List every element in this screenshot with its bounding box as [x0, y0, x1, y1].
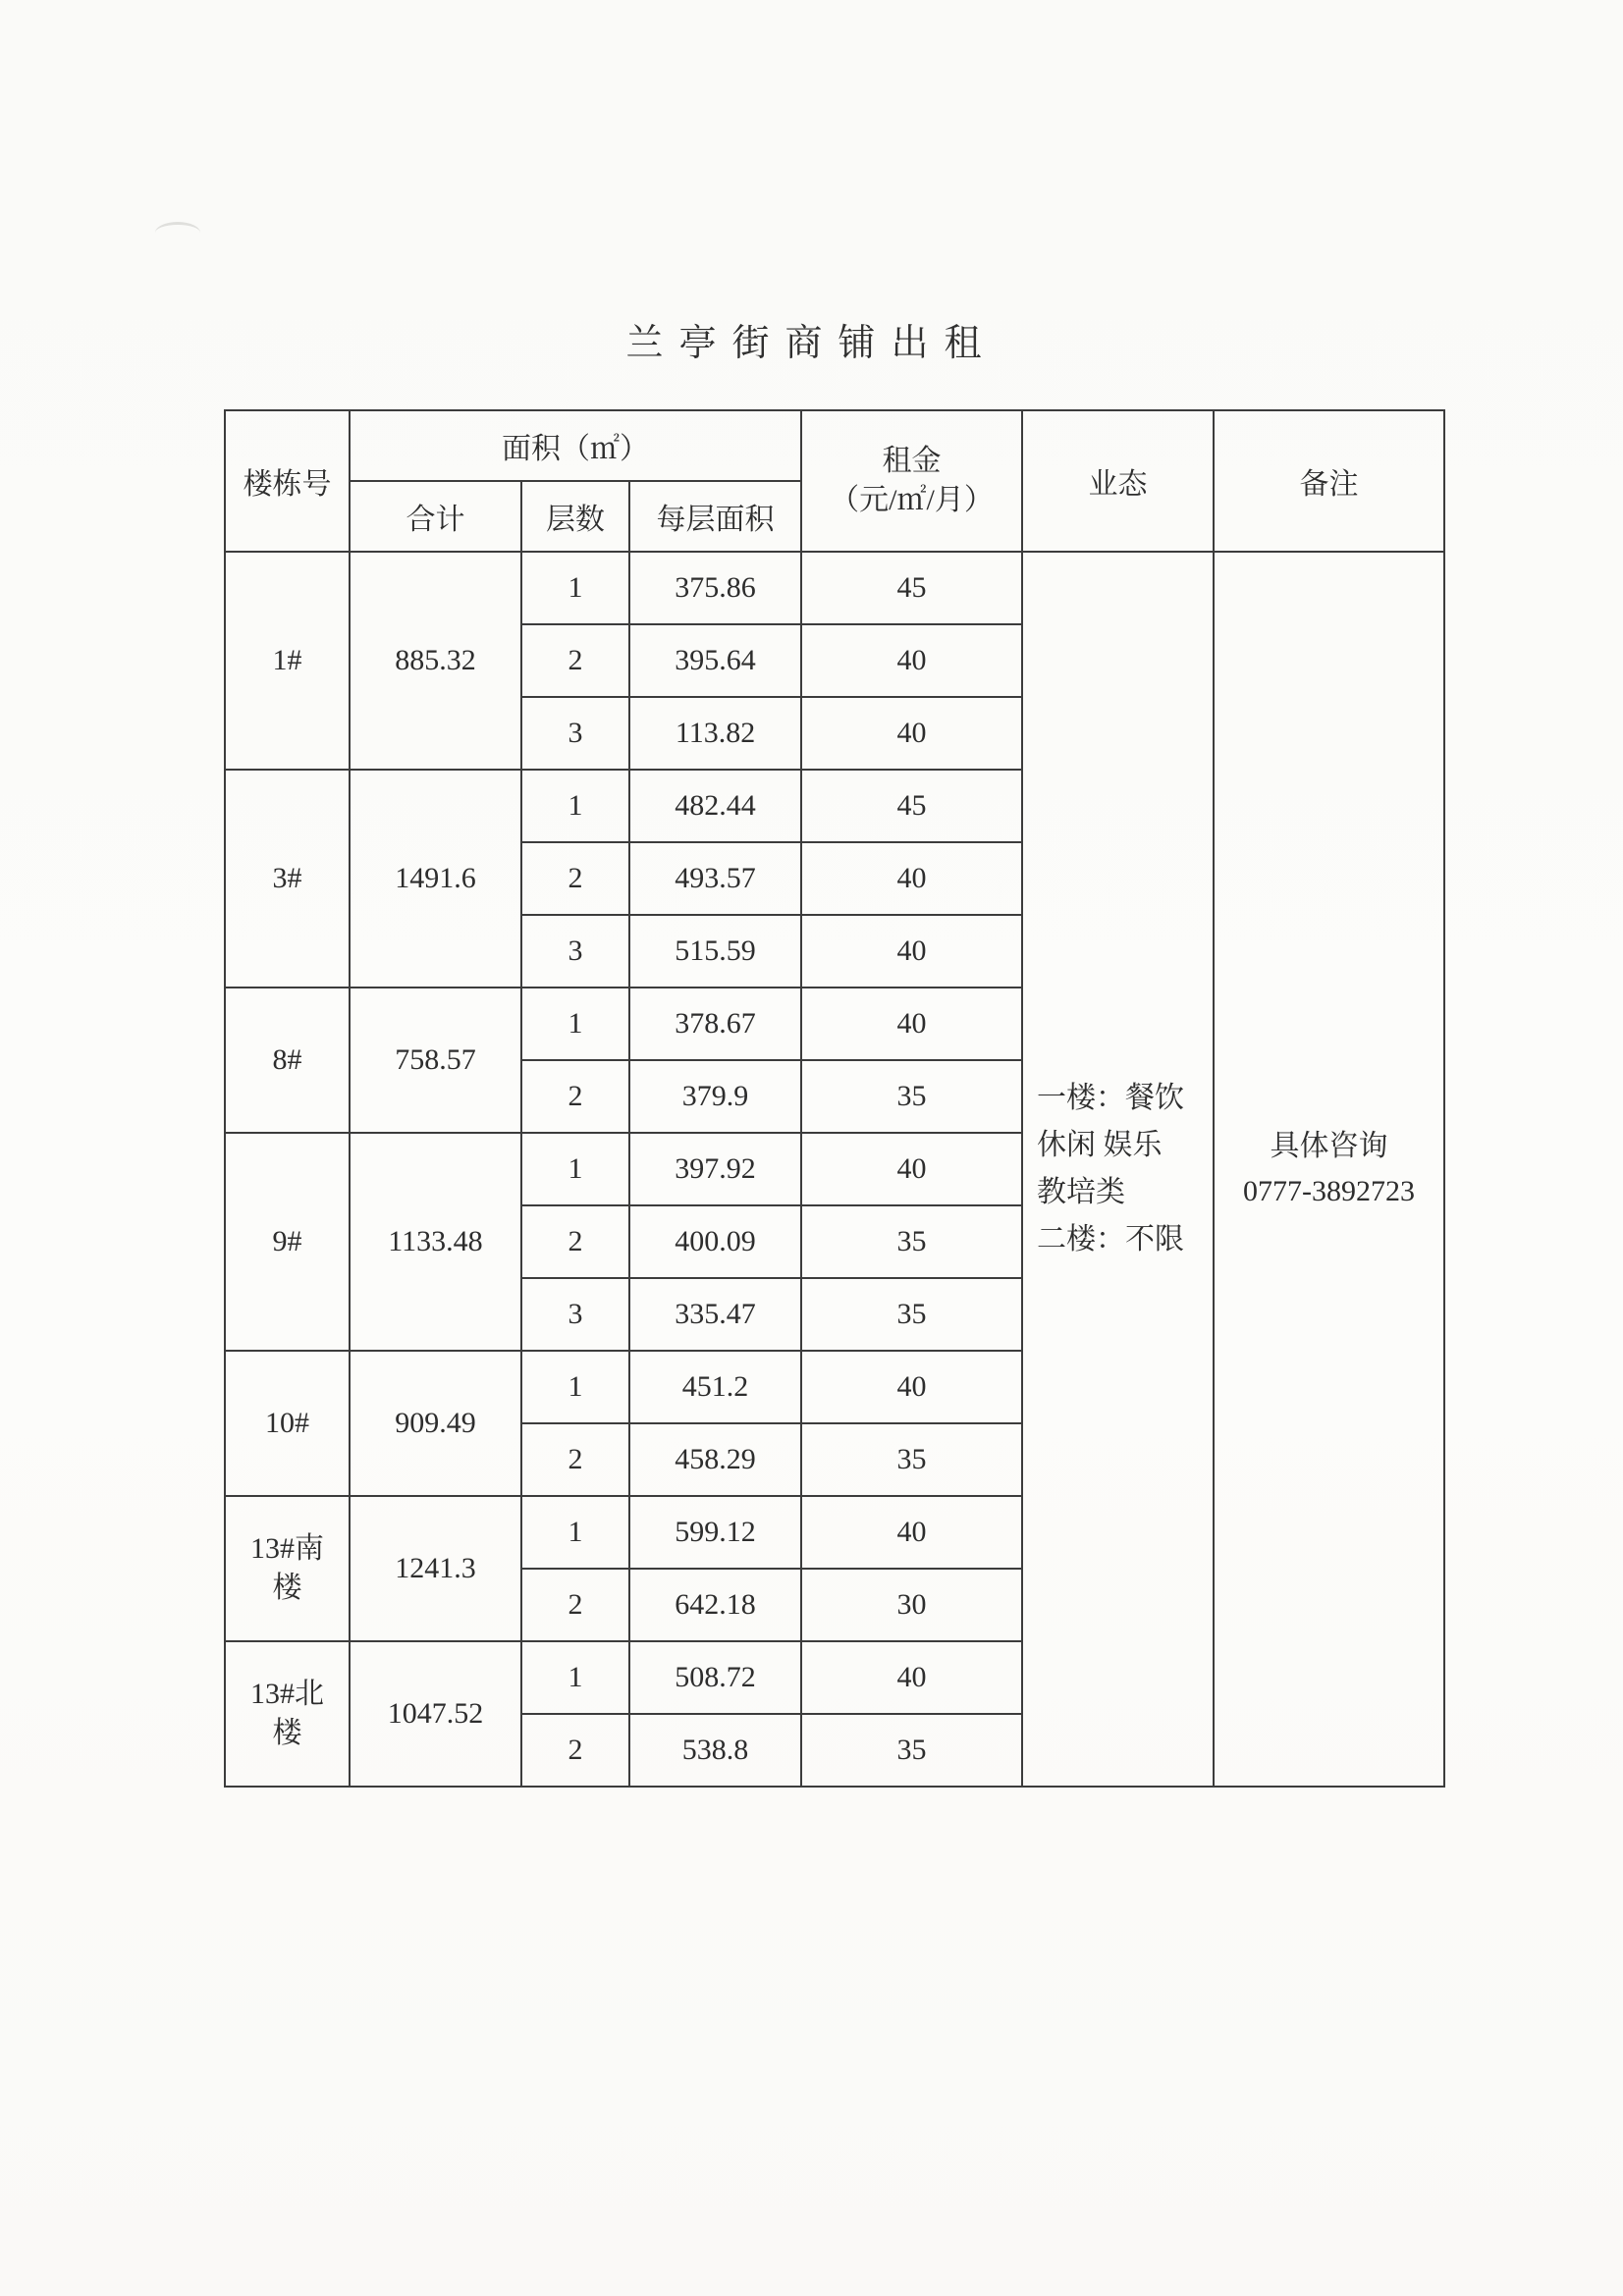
rent-cell: 40: [801, 988, 1022, 1060]
building-name: 13#南楼: [250, 1532, 324, 1604]
scan-artifact: [155, 222, 200, 233]
floor-number-cell: 2: [521, 1205, 629, 1278]
rent-cell: 45: [801, 770, 1022, 842]
page-title: 兰亭街商铺出租: [625, 323, 998, 364]
header-area-group: 面积（㎡）: [350, 410, 801, 481]
floor-number-cell: 2: [521, 1423, 629, 1496]
header-building: 楼栋号: [225, 410, 350, 552]
header-rent-label: 租金: [882, 445, 942, 477]
floor-area-cell: 375.86: [629, 552, 801, 624]
building-cell: [225, 1133, 350, 1351]
rent-cell: 40: [801, 697, 1022, 770]
floor-number-cell: 2: [521, 624, 629, 697]
building-cell: [225, 1496, 350, 1641]
floor-area-cell: 379.9: [629, 1060, 801, 1133]
floor-number-cell: 2: [521, 842, 629, 915]
building-cell: [225, 1641, 350, 1787]
floor-number-cell: 3: [521, 697, 629, 770]
floor-area-cell: 493.57: [629, 842, 801, 915]
building-name: 1#: [272, 644, 302, 676]
business-line: 教培类: [1037, 1176, 1126, 1208]
total-area-cell: 885.32: [350, 552, 521, 770]
floor-area-cell: 395.64: [629, 624, 801, 697]
floor-area-cell: 113.82: [629, 697, 801, 770]
floor-area-cell: 599.12: [629, 1496, 801, 1569]
floor-area-cell: 515.59: [629, 915, 801, 988]
rent-cell: 40: [801, 1351, 1022, 1423]
table-body: [225, 552, 1444, 1787]
business-line: 一楼：餐饮: [1037, 1082, 1185, 1114]
rent-cell: 40: [801, 624, 1022, 697]
building-cell: [225, 1351, 350, 1496]
floor-number-cell: 3: [521, 1278, 629, 1351]
table-row: [225, 552, 1444, 624]
business-cell: [1022, 552, 1214, 1787]
total-area-cell: 1047.52: [350, 1641, 521, 1787]
remarks-line: 具体咨询: [1270, 1130, 1388, 1162]
floor-number-cell: 1: [521, 1351, 629, 1423]
header-row-1: [225, 410, 1444, 481]
total-area-cell: 758.57: [350, 988, 521, 1133]
rent-cell: 35: [801, 1205, 1022, 1278]
building-cell: [225, 552, 350, 770]
business-line: 二楼：不限: [1037, 1223, 1185, 1255]
floor-area-cell: 335.47: [629, 1278, 801, 1351]
floor-area-cell: 538.8: [629, 1714, 801, 1787]
rent-cell: 30: [801, 1569, 1022, 1641]
rent-cell: 35: [801, 1423, 1022, 1496]
rent-cell: 40: [801, 1496, 1022, 1569]
rent-cell: 35: [801, 1060, 1022, 1133]
floor-area-cell: 451.2: [629, 1351, 801, 1423]
header-remarks: 备注: [1214, 410, 1444, 552]
floor-number-cell: 3: [521, 915, 629, 988]
header-rent: [801, 410, 1022, 552]
building-name: 10#: [265, 1407, 309, 1439]
building-name: 3#: [272, 862, 302, 894]
floor-number-cell: 1: [521, 552, 629, 624]
floor-number-cell: 1: [521, 1496, 629, 1569]
floor-area-cell: 378.67: [629, 988, 801, 1060]
building-cell: [225, 988, 350, 1133]
floor-area-cell: 397.92: [629, 1133, 801, 1205]
rent-cell: 40: [801, 1641, 1022, 1714]
floor-number-cell: 1: [521, 1641, 629, 1714]
rent-cell: 40: [801, 842, 1022, 915]
floor-area-cell: 508.72: [629, 1641, 801, 1714]
header-floors: 层数: [521, 481, 629, 552]
rent-cell: 35: [801, 1278, 1022, 1351]
total-area-cell: 909.49: [350, 1351, 521, 1496]
floor-number-cell: 1: [521, 988, 629, 1060]
floor-number-cell: 1: [521, 1133, 629, 1205]
total-area-cell: 1491.6: [350, 770, 521, 988]
header-area-total: 合计: [350, 481, 521, 552]
header-rent-unit: （元/㎡/月）: [830, 484, 994, 516]
building-name: 9#: [272, 1225, 302, 1257]
floor-area-cell: 642.18: [629, 1569, 801, 1641]
building-cell: [225, 770, 350, 988]
rent-cell: 35: [801, 1714, 1022, 1787]
header-business: 业态: [1022, 410, 1214, 552]
floor-number-cell: 1: [521, 770, 629, 842]
floor-number-cell: 2: [521, 1060, 629, 1133]
remarks-cell: [1214, 552, 1444, 1787]
building-name: 13#北楼: [250, 1678, 324, 1749]
rent-cell: 40: [801, 1133, 1022, 1205]
floor-number-cell: 2: [521, 1569, 629, 1641]
header-floor-area: 每层面积: [629, 481, 801, 552]
total-area-cell: 1241.3: [350, 1496, 521, 1641]
rent-cell: 45: [801, 552, 1022, 624]
total-area-cell: 1133.48: [350, 1133, 521, 1351]
floor-area-cell: 482.44: [629, 770, 801, 842]
building-name: 8#: [272, 1043, 302, 1076]
floor-area-cell: 400.09: [629, 1205, 801, 1278]
remarks-line: 0777-3892723: [1243, 1175, 1416, 1207]
rent-cell: 40: [801, 915, 1022, 988]
rental-table: [224, 409, 1445, 1788]
business-line: 休闲 娱乐: [1037, 1129, 1163, 1161]
floor-area-cell: 458.29: [629, 1423, 801, 1496]
floor-number-cell: 2: [521, 1714, 629, 1787]
